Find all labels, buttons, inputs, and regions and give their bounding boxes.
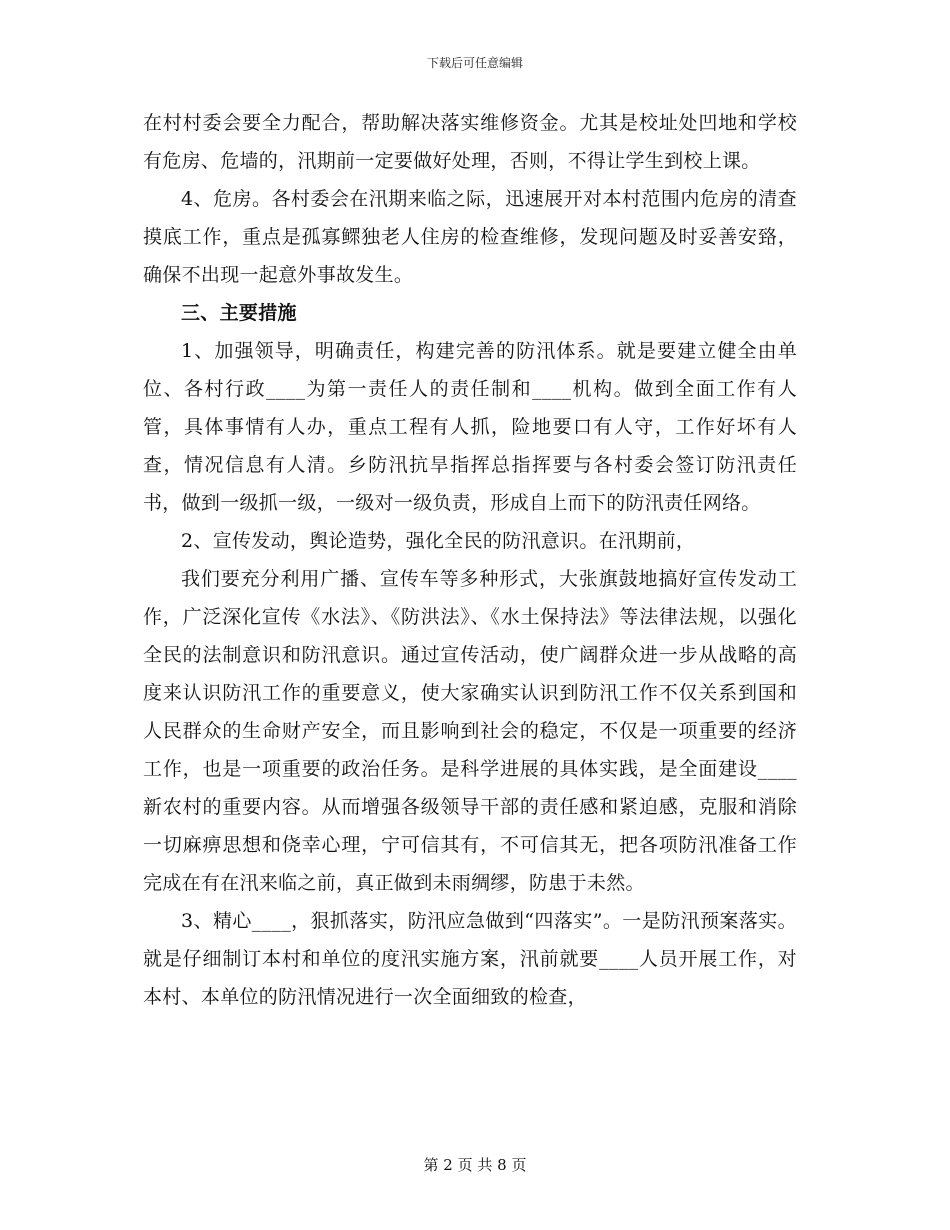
- paragraph-publicity-title: 2、宣传发动，舆论造势，强化全民的防汛意识。在汛期前，: [181, 530, 696, 552]
- document-body: [143, 104, 797, 1016]
- paragraph-publicity-body: 我们要充分利用广播、宣传车等多种形式，大张旗鼓地搞好宣传发动工作，广泛深化宣传《水法》、《防洪法》、《水土保持法》等法律法规，以强化全民的法制意识和防汛意识。通过宣传活动，使广阔群众进一步从战略的高度来认识防汛工作的重要意义，使大家确实认识到防汛工作不仅关系到国和人民群众的生命财产安全，而且影响到社会的稳定，不仅是一项重要的经济工作，也是一项重要的政治任务。是科学进展的具体实践，是全面建设____新农村的重要内容。从而增强各级领导干部的责任感和紧迫感，克服和消除一切麻痹思想和侥幸心理，宁可信其有，不可信其无，把各项防汛准备工作完成在有在汛来临之前，真正做到未雨绸缪，防患于未然。: [143, 568, 797, 894]
- paragraph-continuation: 在村村委会要全力配合，帮助解决落实维修资金。尤其是校址处凹地和学校有危房、危墙的，汛期前一定要做好处理，否则，不得让学生到校上课。: [143, 112, 797, 172]
- paragraph-implementation: 3、精心____，狠抓落实，防汛应急做到“四落实”。一是防汛预案落实。就是仔细制订本村和单位的度汛实施方案，汛前就要____人员开展工作，对本村、本单位的防汛情况进行一次全面细致的检查，: [143, 910, 797, 1008]
- page-header-note: 下载后可任意编辑: [426, 56, 523, 70]
- paragraph-dangerous-houses: 4、危房。各村委会在汛期来临之际，迅速展开对本村范围内危房的清查摸底工作，重点是孤寡鳏独老人住房的检查维修，发现问题及时妥善安臵，确保不出现一起意外事故发生。: [143, 188, 797, 286]
- page-footer-page-number: 第 2 页 共 8 页: [423, 1156, 527, 1174]
- section-heading-main-measures: 三、主要措施: [181, 302, 297, 324]
- paragraph-leadership: 1、加强领导，明确责任，构建完善的防汛体系。就是要建立健全由单位、各村行政____为第一责任人的责任制和____机构。做到全面工作有人管，具体事情有人办，重点工程有人抓，险地要口有人守，工作好坏有人查，情况信息有人清。乡防汛抗旱指挥总指挥要与各村委会签订防汛责任书，做到一级抓一级，一级对一级负责，形成自上而下的防汛责任网络。: [143, 340, 797, 514]
